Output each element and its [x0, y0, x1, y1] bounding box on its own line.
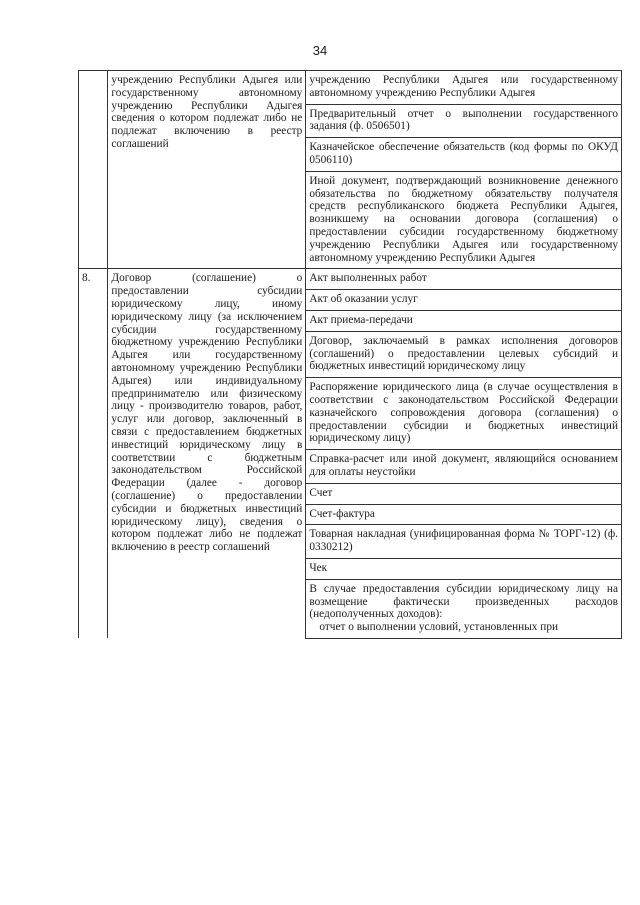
page-number: 34: [312, 43, 328, 58]
document-text-continued: отчет о выполнении условий, установленных при: [319, 621, 559, 634]
row-description: Договор (соглашение) о предоставлении субсидии юридическому лицу, иному юридическому лицу (за исключением субсидии государственному бюджетному учреждению Республики Адыгея или государственному автономному учреждению Республики Адыгея) или индивидуальному предпринимателю или физическому лицу - производителю товаров, работ, услуг или договор, заключенный в связи с предоставлением бюджетных инвестиций юридическому лицу в соответствии с бюджетным законодательством Российской Федерации (далее - договор (соглашение) о предоставлении субсидии и бюджетных инвестиций юридическому лицу), сведения о котором подлежат либо не подлежат включению в реестр соглашений: [108, 269, 306, 639]
document-cell: Товарная накладная (унифицированная форма № ТОРГ-12) (ф. 0330212): [306, 525, 622, 559]
table-row: [79, 269, 622, 290]
document-cell: Акт об оказании услуг: [306, 290, 622, 311]
document-cell: Казначейское обеспечение обязательств (код формы по ОКУД 0506110): [306, 138, 622, 172]
row-number: 8.: [79, 269, 108, 639]
document-cell-continued: [306, 579, 622, 638]
document-cell: Счет-фактура: [306, 504, 622, 525]
document-cell: Иной документ, подтверждающий возникновение денежного обязательства по бюджетному обязательству получателя средств республиканского бюджета Республики Адыгея, возникшему на основании договора (соглашения) о предоставлении субсидии государственному бюджетному учреждению Республики Адыгея или государственному автономному учреждению Республики Адыгея: [306, 171, 622, 269]
document-cell: Договор, заключаемый в рамках исполнения договоров (соглашений) о предоставлении целевых субсидий и бюджетных инвестиций юридическому лицу: [306, 331, 622, 377]
document-cell: Справка-расчет или иной документ, являющийся основанием для оплаты неустойки: [306, 450, 622, 484]
document-cell: Акт приема-передачи: [306, 310, 622, 331]
document-cell: Предварительный отчет о выполнении государственного задания (ф. 0506501): [306, 104, 622, 138]
document-cell: учреждению Республики Адыгея или государственному автономному учреждению Республики Адыгея: [306, 71, 622, 105]
row-description: учреждению Республики Адыгея или государственному автономному учреждению Республики Адыгея сведения о котором подлежат либо не подлежат включению в реестр соглашений: [108, 71, 306, 269]
document-cell: Чек: [306, 558, 622, 579]
document-cell: Распоряжение юридического лица (в случае осуществления в соответствии с законодательством Российской Федерации казначейского сопровождения договора (соглашения) о предоставлении субсидии и бюджетных инвестиций юридическому лицу): [306, 378, 622, 450]
row-number: [79, 71, 108, 269]
document-cell: Счет: [306, 483, 622, 504]
document-cell: Акт выполненных работ: [306, 269, 622, 290]
documents-table: [78, 70, 622, 639]
table-row: [79, 71, 622, 105]
document-text: В случае предоставления субсидии юридическому лицу на возмещение фактически произведенных расходов (недополученных доходов):: [309, 582, 618, 621]
